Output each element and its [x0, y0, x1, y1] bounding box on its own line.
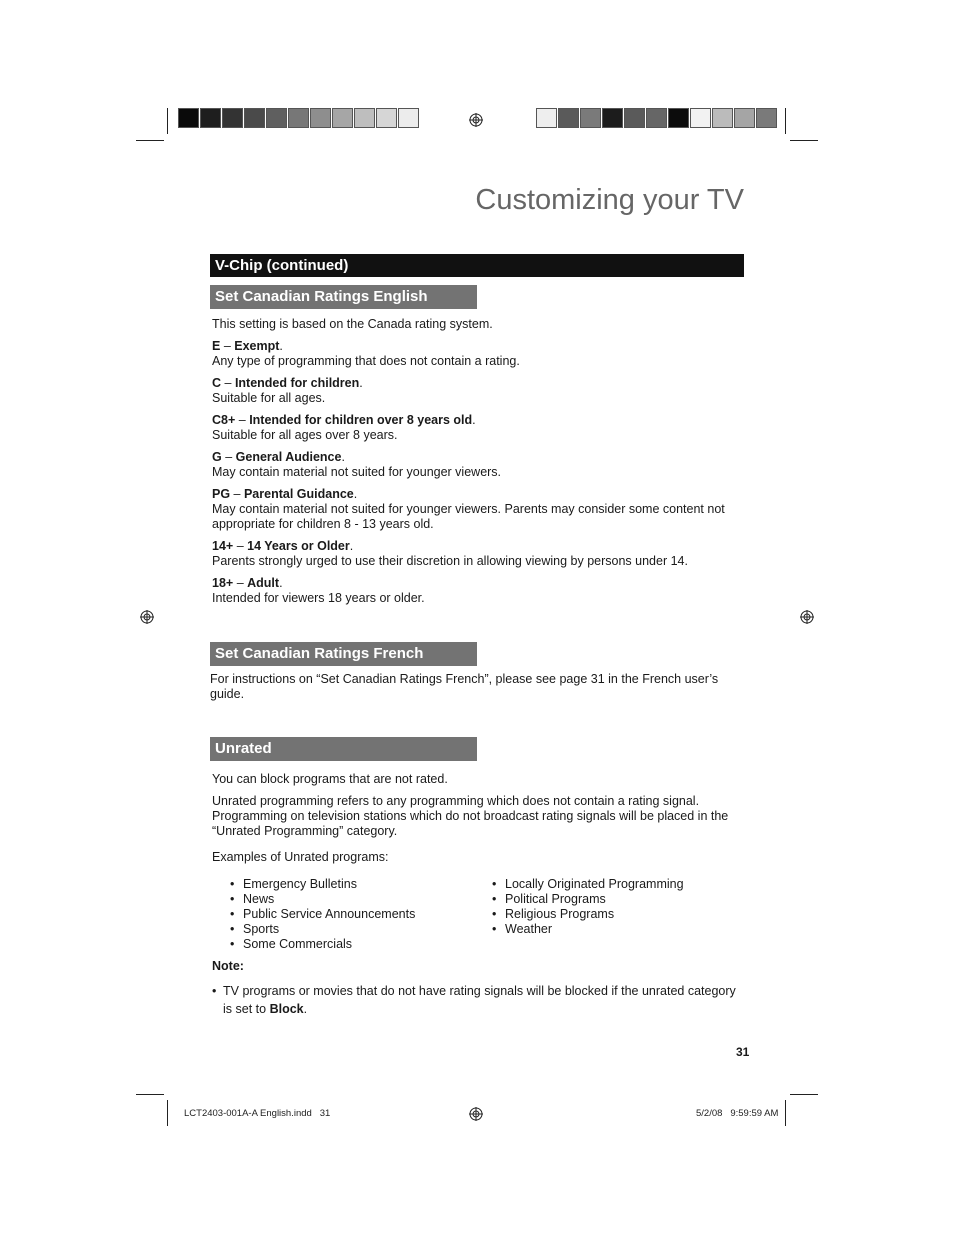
rating-description: Suitable for all ages over 8 years.: [212, 428, 398, 442]
rating-entry: 18+ – Adult. Intended for viewers 18 years or older.: [212, 576, 742, 606]
registration-target-icon: [469, 113, 483, 127]
rating-name: Exempt: [234, 339, 280, 353]
list-item: • Sports: [230, 922, 280, 936]
crop-mark: [785, 1100, 786, 1126]
list-item-text: News: [243, 892, 275, 906]
section-heading: V-Chip (continued): [210, 254, 744, 277]
list-item: • Political Programs: [492, 892, 606, 906]
rating-entry: 14+ – 14 Years or Older. Parents strongly urged to use their discretion in allowing viewing by persons under 14.: [212, 539, 742, 569]
note-label: Note:: [212, 959, 244, 973]
rating-description: Parents strongly urged to use their discretion in allowing viewing by persons under 14.: [212, 554, 688, 568]
rating-name: 14 Years or Older: [247, 539, 350, 553]
crop-mark: [136, 140, 164, 141]
list-item: • Some Commercials: [230, 937, 353, 951]
color-swatch: [354, 108, 375, 128]
rating-code: 14+: [212, 539, 234, 553]
color-swatch: [398, 108, 419, 128]
note-end: .: [303, 1002, 308, 1016]
list-item: • Emergency Bulletins: [230, 877, 357, 891]
crop-mark: [790, 1094, 818, 1095]
crop-mark: [167, 1100, 168, 1126]
english-intro: This setting is based on the Canada rating system.: [212, 317, 493, 331]
rating-code: G: [212, 450, 222, 464]
registration-target-icon: [469, 1107, 483, 1121]
color-swatch: [200, 108, 221, 128]
rating-name: Adult: [247, 576, 280, 590]
color-swatch: [624, 108, 645, 128]
crop-mark: [785, 108, 786, 134]
list-item: • Weather: [492, 922, 553, 936]
footer-file: LCT2403-001A-A English.indd 31: [184, 1108, 331, 1119]
list-item-text: Locally Originated Programming: [505, 877, 684, 891]
rating-code: E: [212, 339, 221, 353]
list-item-text: Political Programs: [505, 892, 606, 906]
subheading-french: Set Canadian Ratings French: [210, 642, 477, 666]
rating-entry: PG – Parental Guidance. May contain material not suited for younger viewers. Parents may consider some content not appropriate for children 8 - 13 years old.: [212, 487, 742, 532]
rating-entry: C8+ – Intended for children over 8 years old. Suitable for all ages over 8 years.: [212, 413, 742, 443]
color-swatch: [536, 108, 557, 128]
rating-description: Intended for viewers 18 years or older.: [212, 591, 425, 605]
list-item-text: Sports: [243, 922, 280, 936]
color-swatch: [332, 108, 353, 128]
color-swatch: [602, 108, 623, 128]
color-swatch: [222, 108, 243, 128]
color-swatch: [558, 108, 579, 128]
rating-name: Intended for children: [234, 376, 360, 390]
color-swatch: [756, 108, 777, 128]
list-item: • News: [230, 892, 275, 906]
color-bar-left: [178, 108, 420, 130]
list-item-text: Emergency Bulletins: [243, 877, 357, 891]
color-swatch: [734, 108, 755, 128]
rating-description: Any type of programming that does not contain a rating.: [212, 354, 520, 368]
list-item-text: Weather: [505, 922, 553, 936]
color-swatch: [288, 108, 309, 128]
rating-entry: E – Exempt. Any type of programming that does not contain a rating.: [212, 339, 742, 369]
rating-entry: C – Intended for children. Suitable for all ages.: [212, 376, 742, 406]
page-title: Customizing your TV: [475, 184, 744, 216]
list-item-text: Public Service Announcements: [243, 907, 416, 921]
rating-code: C: [212, 376, 222, 390]
color-swatch: [580, 108, 601, 128]
examples-list-1: [230, 877, 415, 952]
list-item: • Locally Originated Programming: [492, 877, 684, 891]
crop-mark: [790, 140, 818, 141]
color-swatch: [244, 108, 265, 128]
note-bold: Block: [269, 1002, 304, 1016]
rating-code: C8+: [212, 413, 236, 427]
list-item: • Public Service Announcements: [230, 907, 416, 921]
registration-target-icon: [800, 610, 814, 624]
french-text: For instructions on “Set Canadian Ratings French”, please see page 31 in the French user’s guide.: [210, 672, 719, 701]
examples-label: Examples of Unrated programs:: [212, 850, 389, 864]
color-swatch: [310, 108, 331, 128]
page-number: 31: [736, 1045, 750, 1059]
rating-name: Parental Guidance: [243, 487, 354, 501]
list-item-text: Some Commercials: [243, 937, 353, 951]
examples-list-2: [492, 877, 684, 937]
rating-code: 18+: [212, 576, 234, 590]
unrated-p1: You can block programs that are not rated.: [212, 772, 448, 786]
note-item: • TV programs or movies that do not have rating signals will be blocked if the unrated category is set to Block.: [212, 984, 736, 1016]
color-swatch: [668, 108, 689, 128]
rating-name: General Audience: [235, 450, 342, 464]
footer-date: 5/2/08 9:59:59 AM: [696, 1108, 779, 1119]
color-bar-right: [536, 108, 778, 130]
crop-mark: [136, 1094, 164, 1095]
note-text: TV programs or movies that do not have rating signals will be blocked if the unrated category is set to: [223, 984, 736, 1016]
rating-description: May contain material not suited for younger viewers.: [212, 465, 502, 479]
subheading-unrated: Unrated: [210, 737, 477, 761]
color-swatch: [712, 108, 733, 128]
rating-description: Suitable for all ages.: [212, 391, 326, 405]
rating-name: Intended for children over 8 years old: [249, 413, 473, 427]
unrated-p2: Unrated programming refers to any programming which does not contain a rating signal. Programming on television stations which do not broadcast rating signals will be placed in the “Unrated Programming” category.: [212, 794, 729, 838]
rating-description: May contain material not suited for younger viewers. Parents may consider some content not appropriate for children 8 - 13 years old.: [212, 502, 725, 531]
rating-code: PG: [212, 487, 231, 501]
color-swatch: [376, 108, 397, 128]
registration-target-icon: [140, 610, 154, 624]
subheading-english: Set Canadian Ratings English: [210, 285, 477, 309]
list-item-text: Religious Programs: [505, 907, 615, 921]
color-swatch: [646, 108, 667, 128]
color-swatch: [178, 108, 199, 128]
color-swatch: [266, 108, 287, 128]
crop-mark: [167, 108, 168, 134]
color-swatch: [690, 108, 711, 128]
rating-entry: G – General Audience. May contain material not suited for younger viewers.: [212, 450, 742, 480]
list-item: • Religious Programs: [492, 907, 615, 921]
